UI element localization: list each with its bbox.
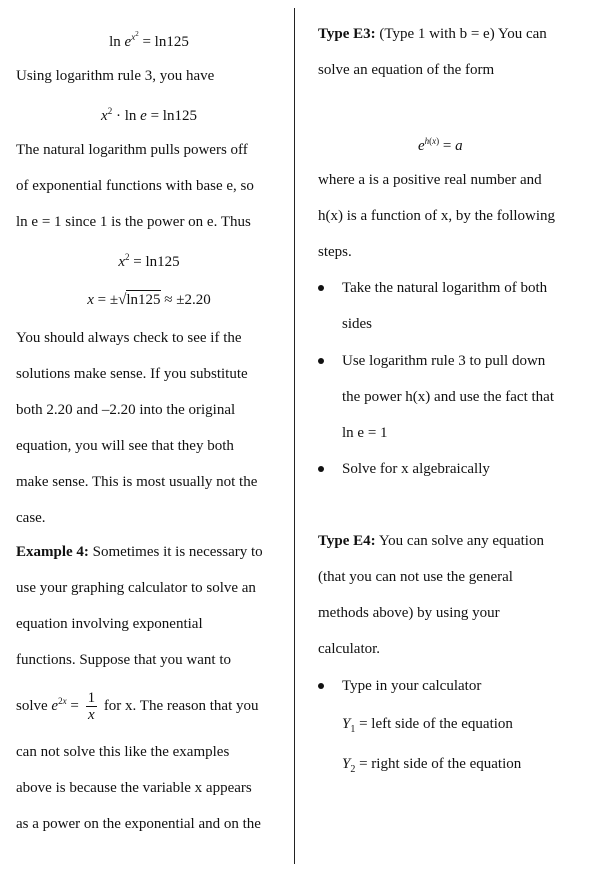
type-e4-line-2: (that you can not use the general — [318, 569, 513, 585]
type-e3-line-1: Type E3: (Type 1 with b = e) You can — [318, 26, 547, 42]
paragraph-3-line-6: case. — [16, 510, 46, 526]
y2-line: $Y_2$ = right side of the equation — [342, 756, 522, 775]
example-4-line-7: above is because the variable x appears — [16, 780, 252, 796]
paragraph-2-line-1: The natural logarithm pulls powers off — [16, 142, 248, 158]
paragraph-3-line-2: solutions make sense. If you substitute — [16, 366, 248, 382]
example-4-line-3: equation involving exponential — [16, 616, 203, 632]
paragraph-3-line-3: both 2.20 and –2.20 into the original — [16, 402, 236, 418]
example-4-label: Example 4: — [16, 544, 89, 560]
paragraph-3-line-4: equation, you will see that they both — [16, 438, 234, 454]
type-e3-label: Type E3: — [318, 26, 376, 42]
bullet-2-line-2: the power h(x) and use the fact that — [342, 389, 554, 405]
type-e4-line-3: methods above) by using your — [318, 605, 500, 621]
paragraph-2-line-3 — [16, 212, 251, 232]
equation-form: $e^{h(x)} = a$ — [418, 136, 463, 154]
right-paragraph-line-3: steps. — [318, 244, 352, 260]
ln-e-equals-1: ln e = 1 — [16, 214, 62, 230]
example-4-line-2: use your graphing calculator to solve an — [16, 580, 256, 596]
paragraph-2-line-3-text: since 1 is the power on e. Thus — [61, 214, 251, 230]
type-e4-label: Type E4: — [318, 533, 376, 549]
bullet-2-line-1: Use logarithm rule 3 to pull down — [342, 353, 546, 369]
equation-1: $\ln e^{x^2} = \ln 125$ — [109, 30, 189, 50]
example-4-line-6: can not solve this like the examples — [16, 744, 230, 760]
equation-3: $x^2 = \ln 125$ — [118, 252, 180, 270]
paragraph-1: Using logarithm rule 3, you have — [16, 68, 215, 84]
equation-2: $x^2 \cdot \ln e = \ln 125$ — [101, 106, 197, 124]
example-4-line-4: functions. Suppose that you want to — [16, 652, 231, 668]
paragraph-3-line-5: make sense. This is most usually not the — [16, 474, 258, 490]
paragraph-3-line-1: You should always check to see if the — [16, 330, 242, 346]
paragraph-2-line-2: of exponential functions with base e, so — [16, 178, 254, 194]
bullet-4-line-1: Type in your calculator — [342, 678, 482, 694]
bullet-3 — [318, 466, 324, 472]
y1-line: $Y_1$ = left side of the equation — [342, 716, 513, 735]
bullet-2 — [318, 358, 324, 364]
bullet-1 — [318, 285, 324, 291]
type-e4-line-4: calculator. — [318, 641, 381, 657]
column-divider — [294, 8, 295, 864]
type-e3-line-2: solve an equation of the form — [318, 62, 495, 78]
example-4-line-8: as a power on the exponential and on the — [16, 816, 261, 832]
example-4-line-5: solve $e^{2x}$ = $\frac{1}{x}$ for x. The reason that you — [16, 690, 259, 724]
bullet-1-line-2: sides — [342, 316, 372, 332]
bullet-4 — [318, 683, 324, 689]
equation-4: x = ±√ln125 ≈ ±2.20 — [87, 292, 211, 308]
equation-e2x-equals-1-over-x: $e^{2x}$ = $\frac{1}{x}$ — [51, 690, 96, 724]
bullet-3-line-1: Solve for x algebraically — [342, 461, 490, 477]
right-paragraph-line-1: where a is a positive real number and — [318, 172, 542, 188]
example-4-line-1: Example 4: Sometimes it is necessary to — [16, 544, 263, 560]
bullet-2-line-3: ln e = 1 — [342, 425, 388, 441]
type-e4-line-1: Type E4: You can solve any equation — [318, 533, 544, 549]
right-paragraph-line-2: h(x) is a function of x, by the following — [318, 208, 556, 224]
bullet-1-line-1: Take the natural logarithm of both — [342, 280, 548, 296]
